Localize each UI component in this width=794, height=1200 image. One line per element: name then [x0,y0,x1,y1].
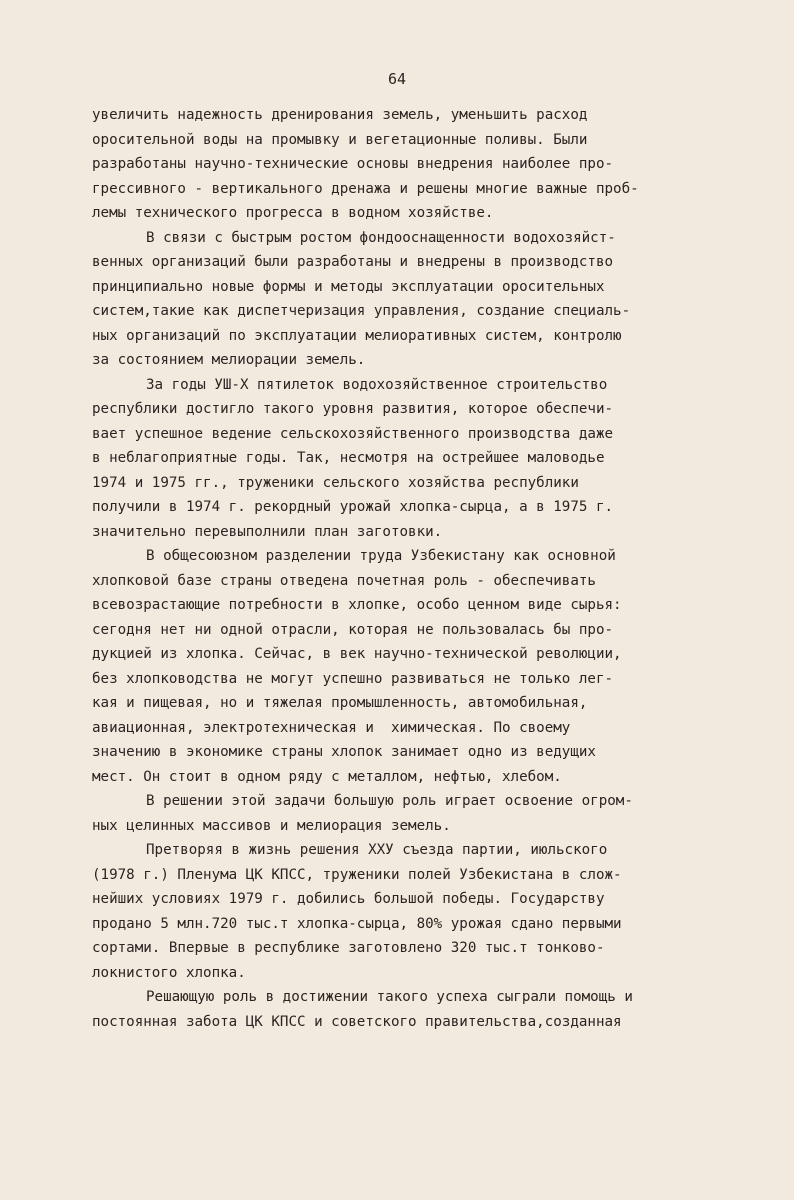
text-line: увеличить надежность дренирования земель, уменьшить расход [92,107,588,123]
text-line: мест. Он стоит в одном ряду с металлом, нефтью, хлебом. [92,768,562,785]
text-line: ных организаций по эксплуатации мелиоративных систем, контролю [92,327,622,344]
text-line: систем,такие как диспетчеризация управления, создание специаль- [92,303,631,319]
text-line: В связи с быстрым ростом фондооснащенности водохозяйст- [146,229,616,246]
text-line: хлопковой базе страны отведена почетная роль - обеспечивать [92,572,596,589]
text-line: продано 5 млн.720 тыс.т хлопка-сырца, 80% урожая сдано первыми [92,915,622,932]
text-line: В общесоюзном разделении труда Узбекистану как основной [146,548,616,564]
text-line: В решении этой задачи большую роль играет освоение огром- [146,793,633,809]
text-line: авиационная, электротехническая и химическая. По своему [92,719,571,736]
text-line: значительно перевыполнили план заготовки. [92,523,443,540]
paragraph [92,789,732,838]
text-line: сегодня нет ни одной отрасли, которая не пользовалась бы про- [92,621,614,638]
text-line: венных организаций были разработаны и внедрены в производство [92,254,614,270]
text-line: грессивного - вертикального дренажа и решены многие важные проб- [92,180,639,197]
paragraph [92,838,732,985]
text-line: (1978 г.) Пленума ЦК КПСС, труженики полей Узбекистана в слож- [92,866,622,883]
paragraph [92,373,732,545]
text-line: без хлопководства не могут успешно развиваться не только лег- [92,670,614,687]
text-line: За годы УШ-Х пятилеток водохозяйственное строительство [146,376,608,393]
text-line: ных целинных массивов и мелиорация земель. [92,817,451,834]
text-line: значению в экономике страны хлопок занимает одно из ведущих [92,744,596,760]
text-line: республики достигло такого уровня развития, которое обеспечи- [92,401,614,417]
text-line: локнистого хлопка. [92,964,246,981]
paragraph [92,985,732,1034]
text-line: всевозрастающие потребности в хлопке, особо ценном виде сырья: [92,597,622,613]
text-line: вает успешное ведение сельскохозяйственного производства даже [92,425,614,442]
text-line: 1974 и 1975 гг., труженики сельского хозяйства республики [92,474,579,491]
text-line: Решающую роль в достижении такого успеха сыграли помощь и [146,989,633,1005]
text-line: дукцией из хлопка. Сейчас, в век научно-технической революции, [92,646,622,662]
text-line: лемы технического прогресса в водном хозяйстве. [92,205,494,221]
page-number: 64 [387,70,407,88]
text-line: сортами. Впервые в республике заготовлено 320 тыс.т тонково- [92,940,605,956]
text-line: за состоянием мелиорации земель. [92,352,366,368]
paragraph [92,544,732,789]
text-line: оросительной воды на промывку и вегетационные поливы. Были [92,131,588,148]
body-text [92,103,732,1034]
paragraph [92,103,732,226]
text-line: кая и пищевая, но и тяжелая промышленность, автомобильная, [92,695,588,711]
text-line: разработаны научно-технические основы внедрения наиболее про- [92,156,614,172]
text-line: в неблагоприятные годы. Так, несмотря на острейшее маловодье [92,450,605,466]
text-line: нейших условиях 1979 г. добились большой победы. Государству [92,891,605,907]
text-line: Претворяя в жизнь решения ХХУ съезда партии, июльского [146,842,608,858]
text-line: получили в 1974 г. рекордный урожай хлопка-сырца, а в 1975 г. [92,499,614,515]
text-line: принципиально новые формы и методы эксплуатации оросительных [92,278,605,295]
paragraph [92,226,732,373]
text-line: постоянная забота ЦК КПСС и советского правительства,созданная [92,1013,622,1030]
